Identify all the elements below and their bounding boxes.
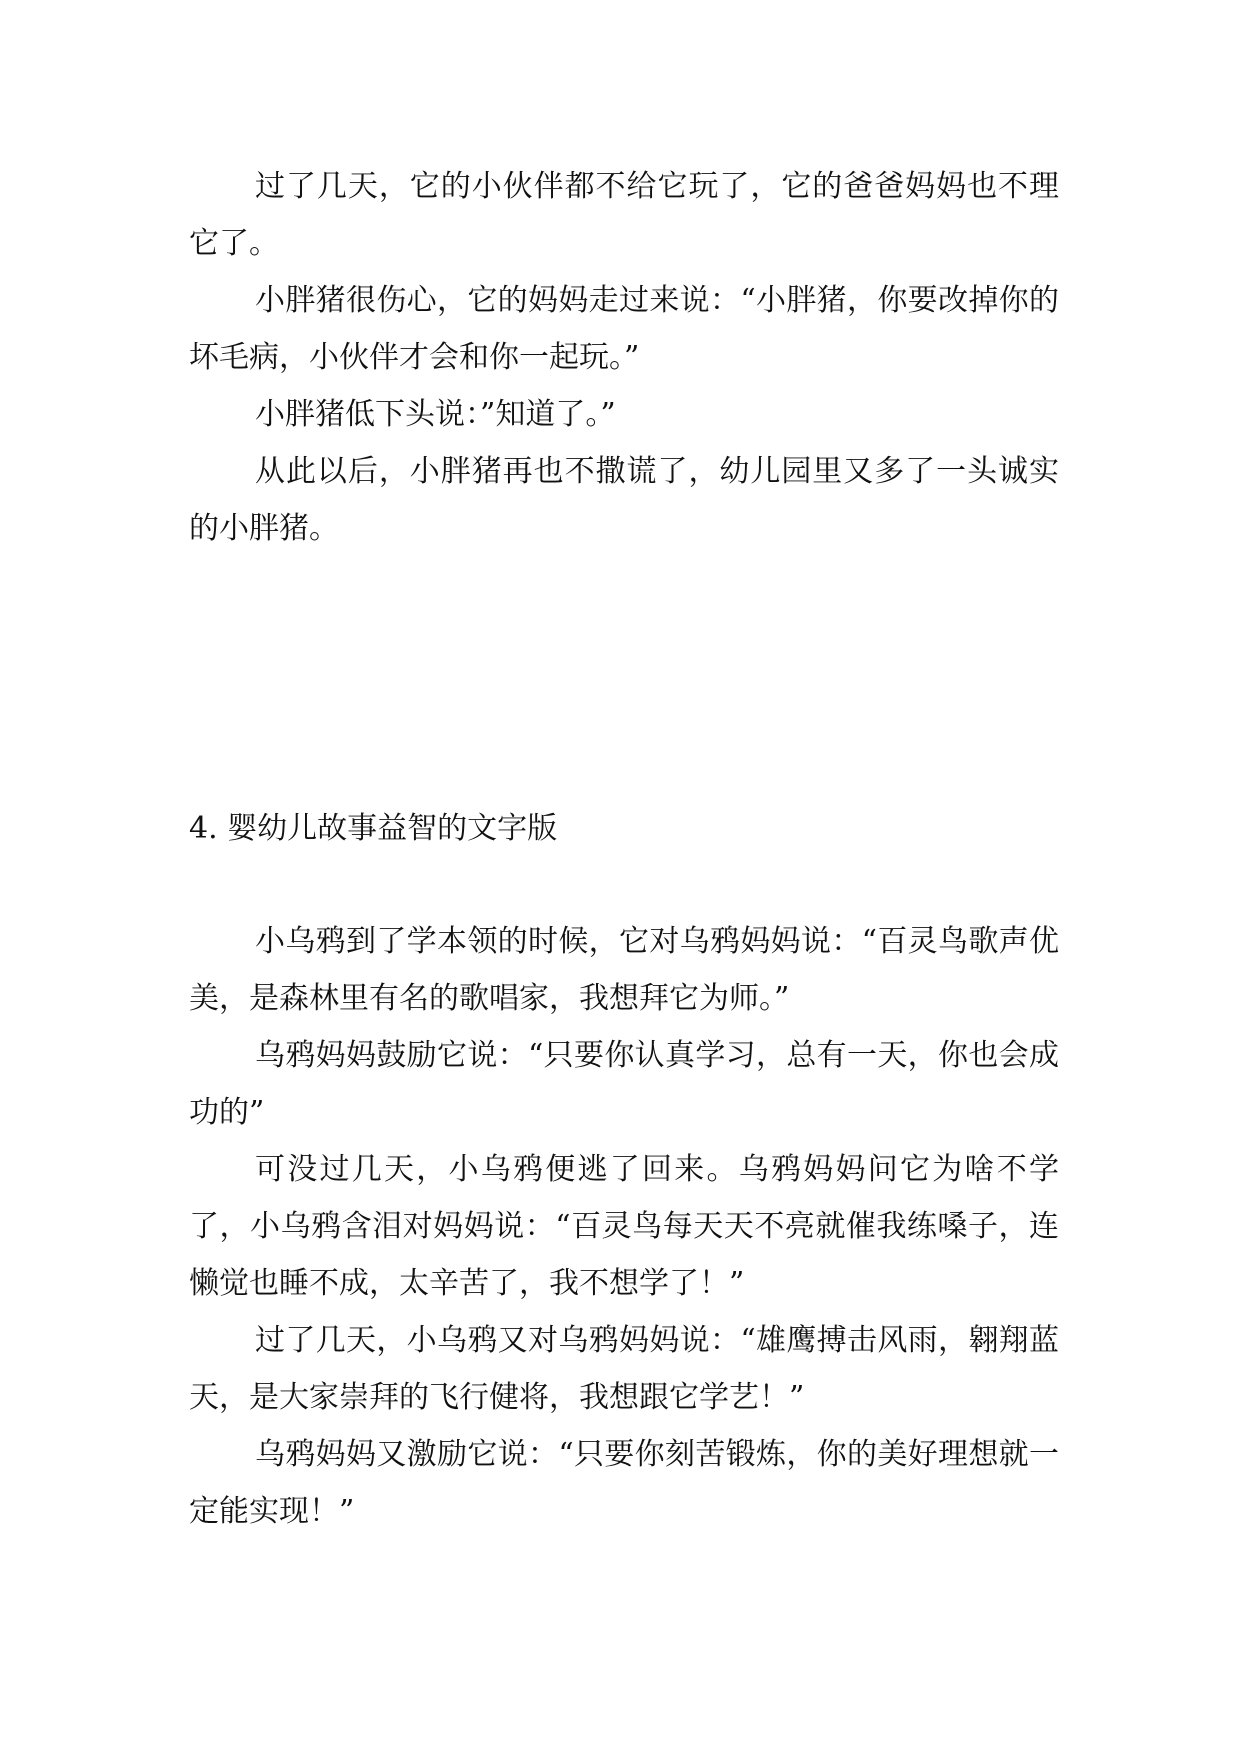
paragraph: 小乌鸦到了学本领的时候，它对乌鸦妈妈说：“百灵鸟歌声优美，是森林里有名的歌唱家，我想拜它为师。”: [189, 924, 1059, 1016]
paragraph: 过了几天，小乌鸦又对乌鸦妈妈说：“雄鹰搏击风雨，翱翔蓝天，是大家崇拜的飞行健将，我想跟它学艺！”: [189, 1323, 1059, 1415]
story-ending-section: [189, 158, 1059, 557]
paragraph: 乌鸦妈妈又激励它说：“只要你刻苦锻炼，你的美好理想就一定能实现！”: [189, 1437, 1059, 1529]
paragraph: 乌鸦妈妈鼓励它说：“只要你认真学习，总有一天，你也会成功的”: [189, 1038, 1059, 1130]
paragraph: 小胖猪低下头说：”知道了。”: [255, 397, 616, 432]
paragraph: 小胖猪很伤心，它的妈妈走过来说：“小胖猪，你要改掉你的坏毛病，小伙伴才会和你一起玩。”: [189, 283, 1059, 375]
paragraph: 从此以后，小胖猪再也不撒谎了，幼儿园里又多了一头诚实的小胖猪。: [189, 454, 1059, 546]
paragraph: 可没过几天，小乌鸦便逃了回来。乌鸦妈妈问它为啥不学了，小乌鸦含泪对妈妈说：“百灵鸟每天天不亮就催我练嗓子，连懒觉也睡不成，太辛苦了，我不想学了！”: [189, 1152, 1059, 1301]
little-crow-story-section: [189, 913, 1059, 1540]
section-heading: 4. 婴幼儿故事益智的文字版: [189, 811, 558, 846]
paragraph: 过了几天，它的小伙伴都不给它玩了，它的爸爸妈妈也不理它了。: [189, 169, 1059, 261]
